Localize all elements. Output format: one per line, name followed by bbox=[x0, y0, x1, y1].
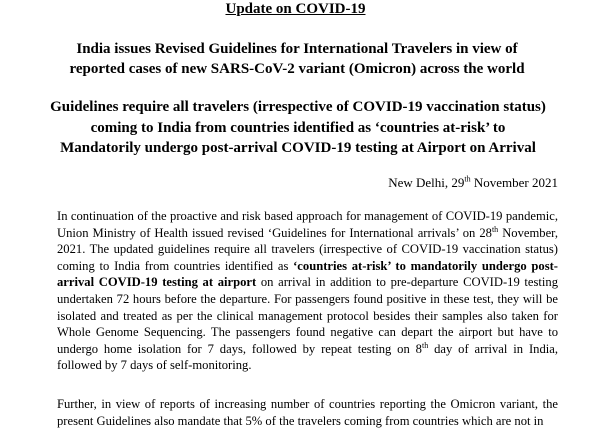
headline: India issues Revised Guidelines for International Travelers in view of reported cases of new SARS-CoV-2 variant (Omicron) across the world bbox=[69, 41, 525, 77]
dateline-place-day: New Delhi, 29 bbox=[388, 175, 465, 190]
sub-headline: Guidelines require all travelers (irrespective of COVID-19 vaccination status) coming to India from countries identified as ‘countries at-risk’ to Mandatorily undergo post-arrival COVID-19 testing at Airport on Arrival bbox=[50, 99, 546, 156]
p1-text-4: day of arrival in India, followed by 7 days of self-monitoring. bbox=[57, 341, 558, 373]
p1-ordinal-2: th bbox=[421, 340, 429, 350]
body-paragraph-1 bbox=[57, 208, 558, 374]
document-heading: Update on COVID-19 bbox=[225, 1, 366, 17]
p1-text-2: November, 2021. The updated guidelines require all travelers (irrespective of COVID-19 vaccination status) coming to India from countries identified as bbox=[57, 225, 559, 273]
body-paragraph-2: Further, in view of reports of increasing number of countries reporting the Omicron variant, the present Guidelines also mandate that 5% of the travelers coming from countries which are not in bbox=[57, 397, 558, 428]
dateline bbox=[388, 174, 558, 191]
p1-text-1: In continuation of the proactive and risk based approach for management of COVID-19 pandemic, Union Ministry of Health issued revised ‘Guidelines for International arrivals’ on 28 bbox=[57, 209, 558, 240]
p1-text-3: on arrival in addition to pre-departure COVID-19 testing undertaken 72 hours before the departure. For passengers found positive in these test, they will be isolated and treated as per the clinical management protocol besides their samples also taken for Whole Genome Sequencing. The passengers found negative can depart the airport but have to undergo home isolation for 7 days, followed by repeat testing on 8 bbox=[57, 275, 558, 356]
p1-bold-text: ‘countries at-risk’ to mandatorily undergo post-arrival COVID-19 testing at airport bbox=[57, 258, 558, 290]
dateline-ordinal: th bbox=[464, 174, 471, 184]
dateline-month-year: November 2021 bbox=[470, 175, 558, 190]
p1-ordinal-1: th bbox=[491, 224, 499, 234]
